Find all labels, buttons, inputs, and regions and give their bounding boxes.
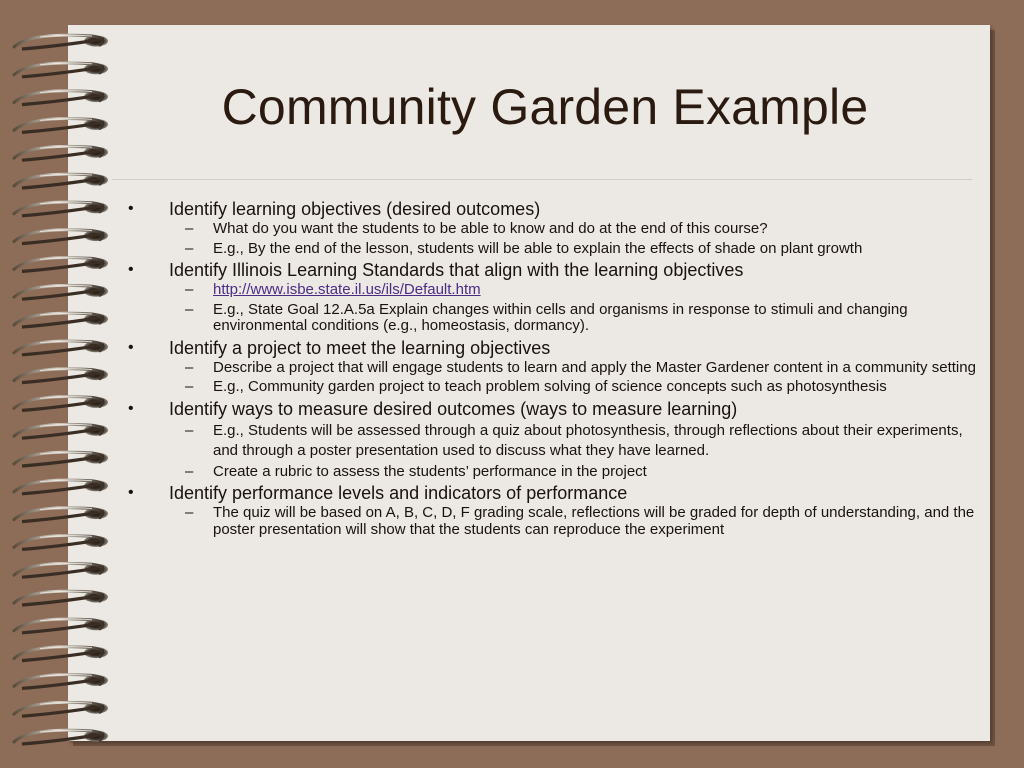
sub-bullet-text: Describe a project that will engage students to learn and apply the Master Gardener content in a community setting	[213, 358, 976, 376]
bullet-list	[128, 199, 978, 538]
spiral-ring-icon	[14, 341, 108, 355]
spiral-ring-icon	[14, 285, 108, 299]
spiral-ring-icon	[14, 313, 108, 327]
spiral-ring-icon	[14, 63, 108, 77]
slide-title: Community Garden Example	[221, 79, 869, 135]
spiral-ring-icon	[14, 369, 108, 383]
dash-marker: –	[185, 358, 194, 376]
bullet-marker: •	[128, 484, 134, 501]
sub-bullet-list	[169, 421, 978, 481]
spiral-ring-icon	[14, 202, 108, 216]
bullet-item	[128, 338, 978, 396]
spiral-ring-icon	[14, 480, 108, 494]
bullet-marker: •	[128, 200, 134, 217]
spiral-ring-icon	[14, 119, 108, 133]
sub-bullet-item	[169, 302, 978, 335]
bullet-text: Identify a project to meet the learning objectives	[169, 337, 551, 358]
spiral-ring-icon	[14, 397, 108, 411]
bullet-text: Identify performance levels and indicators of performance	[169, 483, 628, 503]
sub-bullet-text: E.g., Students will be assessed through a quiz about photosynthesis, through reflections about their experiments, and through a poster presentation used to discuss what they have learned.	[213, 421, 963, 459]
bullet-item	[128, 199, 978, 257]
dash-marker: –	[185, 239, 194, 257]
sub-bullet-text: E.g., Community garden project to teach problem solving of science concepts such as photosynthesis	[213, 378, 887, 395]
spiral-ring-icon	[14, 563, 108, 577]
sub-bullet-item	[169, 379, 978, 396]
sub-bullet-item	[169, 360, 978, 377]
dash-marker: –	[185, 300, 194, 318]
spiral-ring-icon	[14, 619, 108, 633]
sub-bullet-text: Create a rubric to assess the students’ performance in the project	[213, 462, 647, 480]
dash-marker: –	[185, 378, 194, 395]
dash-marker: –	[185, 462, 194, 480]
bullet-marker: •	[128, 338, 134, 356]
dash-marker: –	[185, 421, 194, 439]
spiral-ring-icon	[14, 91, 108, 105]
standards-link[interactable]: http://www.isbe.state.il.us/ils/Default.htm	[213, 281, 481, 298]
dash-marker: –	[185, 504, 194, 521]
spiral-ring-icon	[14, 258, 108, 272]
spiral-ring-icon	[14, 174, 108, 188]
bullet-item	[128, 399, 978, 481]
spiral-ring-icon	[14, 146, 108, 160]
sub-bullet-item	[169, 282, 978, 299]
spiral-ring-icon	[14, 647, 108, 661]
sub-bullet-item	[169, 241, 978, 258]
spiral-binding-icon	[0, 0, 140, 768]
slide-content	[128, 199, 978, 541]
bullet-marker: •	[128, 399, 134, 417]
spiral-ring-icon	[14, 536, 108, 550]
sub-bullet-item	[169, 421, 978, 461]
sub-bullet-list	[169, 360, 978, 396]
spiral-ring-icon	[14, 35, 108, 49]
bullet-marker: •	[128, 261, 134, 278]
sub-bullet-item	[169, 505, 978, 538]
title-divider	[112, 179, 972, 180]
sub-bullet-list	[169, 221, 978, 257]
dash-marker: –	[185, 281, 194, 298]
spiral-ring-icon	[14, 230, 108, 244]
sub-bullet-text: E.g., State Goal 12.A.5a Explain changes within cells and organisms in response to stimuli and changing environmental conditions (e.g., homeostasis, dormancy).	[213, 300, 908, 334]
bullet-text: Identify ways to measure desired outcomes (ways to measure learning)	[169, 398, 738, 419]
bullet-text: Identify learning objectives (desired outcomes)	[169, 199, 541, 219]
dash-marker: –	[185, 220, 194, 237]
sub-bullet-list	[169, 282, 978, 335]
sub-bullet-text: E.g., By the end of the lesson, students will be able to explain the effects of shade on plant growth	[213, 239, 863, 257]
bullet-text: Identify Illinois Learning Standards that align with the learning objectives	[169, 260, 744, 280]
spiral-ring-icon	[14, 730, 108, 744]
sub-bullet-text: What do you want the students to be able to know and do at the end of this course?	[213, 220, 768, 237]
sub-bullet-item	[169, 221, 978, 238]
sub-bullet-list	[169, 505, 978, 538]
spiral-ring-icon	[14, 675, 108, 689]
spiral-ring-icon	[14, 702, 108, 716]
bullet-item	[128, 260, 978, 335]
spiral-ring-icon	[14, 424, 108, 438]
spiral-ring-icon	[14, 508, 108, 522]
bullet-item	[128, 483, 978, 538]
sub-bullet-text: The quiz will be based on A, B, C, D, F grading scale, reflections will be graded for depth of understanding, and the poster presentation will show that the students can reproduce the experiment	[213, 504, 975, 538]
spiral-ring-icon	[14, 591, 108, 605]
spiral-ring-icon	[14, 452, 108, 466]
sub-bullet-item	[169, 464, 978, 481]
